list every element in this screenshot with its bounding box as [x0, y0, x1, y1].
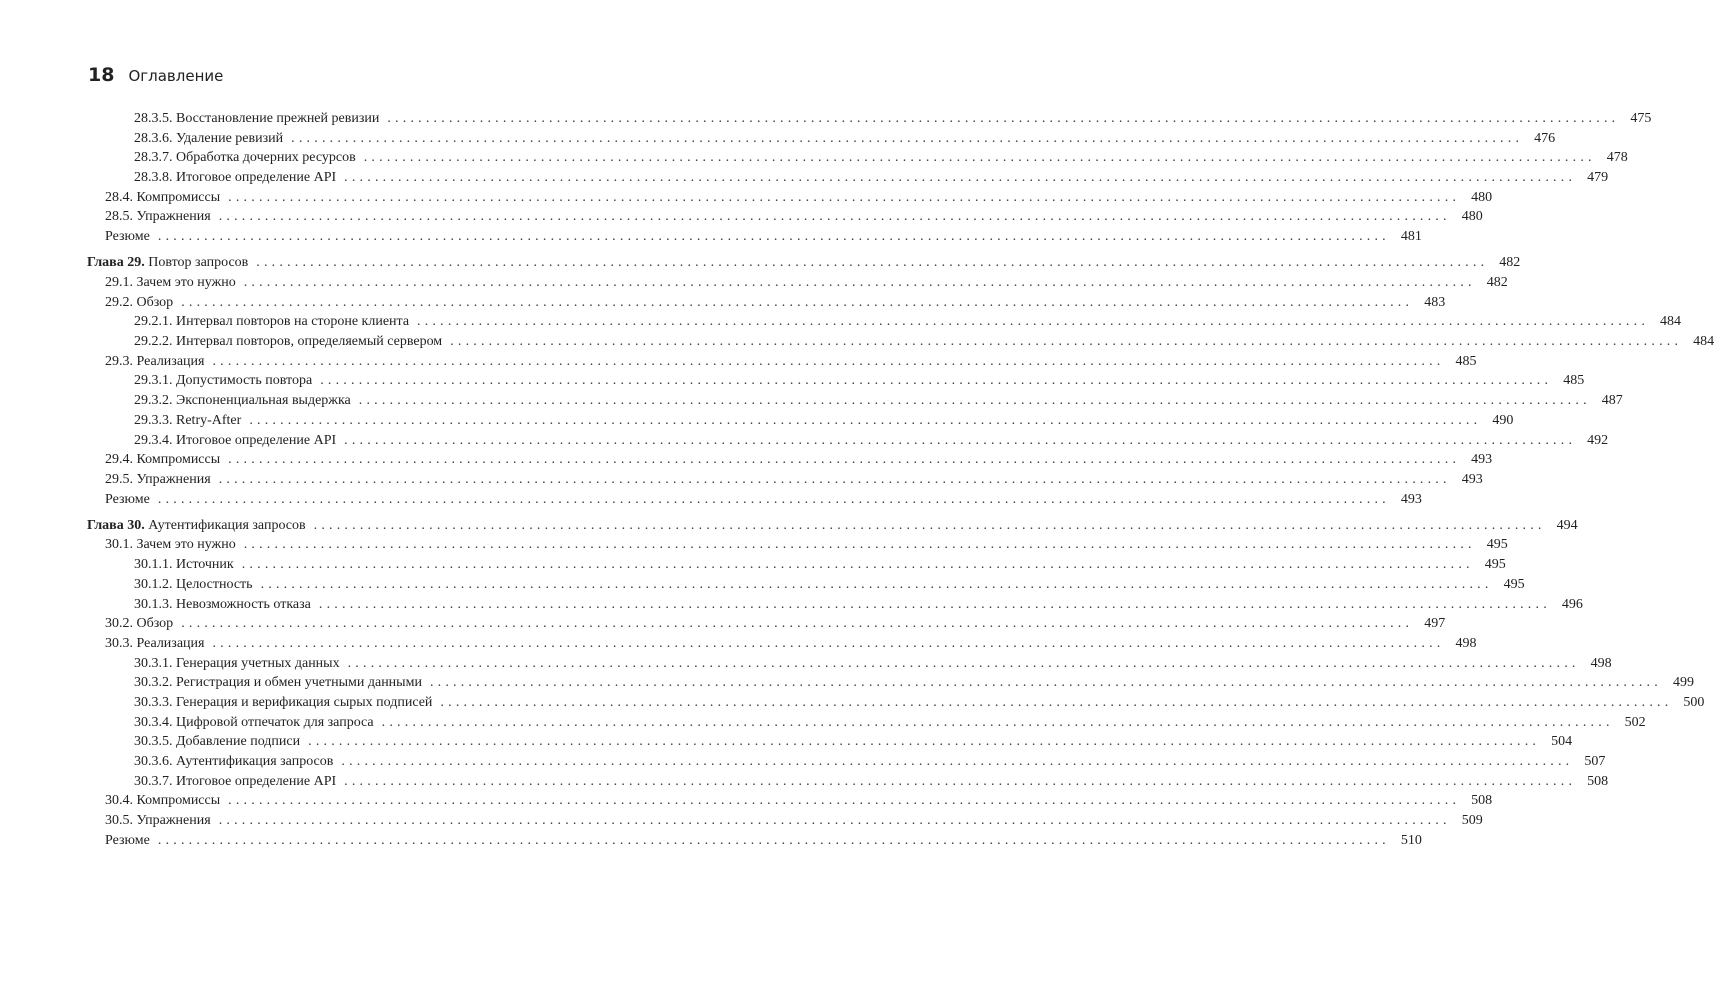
toc-entry[interactable] [87, 732, 1573, 752]
dot-leader: ................................................................................................................................................................ [181, 616, 1414, 632]
toc-entry-number: 29.3.3. [134, 412, 173, 428]
toc-chapter-entry[interactable] [87, 253, 1521, 273]
toc-entry-page: 502 [1624, 714, 1646, 730]
dot-leader: ................................................................................................................................................................ [440, 694, 1673, 710]
toc-entry-text: Невозможность отказа [176, 596, 311, 612]
toc-entry[interactable] [87, 148, 1628, 168]
toc-entry[interactable] [87, 332, 1714, 352]
toc-entry[interactable] [87, 411, 1514, 431]
toc-entry-page: 496 [1561, 596, 1583, 612]
toc-entry-text: Упражнения [136, 471, 211, 487]
toc-entry-text: Retry-After [176, 412, 242, 428]
dot-leader: ................................................................................................................................................................ [243, 537, 1476, 553]
dot-leader: ................................................................................................................................................................ [157, 491, 1390, 507]
dot-leader: ................................................................................................................................................................ [260, 576, 1493, 592]
toc-entry-text: Обработка дочерних ресурсов [176, 150, 356, 166]
toc-entry-number: 30.1.2. [134, 576, 173, 592]
toc-entry-text: Аутентификация запросов [176, 754, 334, 769]
dot-leader: ................................................................................................................................................................ [341, 754, 1574, 769]
toc-entry-page: 487 [1601, 393, 1623, 409]
toc-entry-number: 28.3.8. [134, 170, 173, 186]
toc-entry-title [134, 575, 253, 595]
toc-entry-page: 510 [1400, 832, 1422, 848]
toc-entry-page: 483 [1424, 294, 1446, 310]
toc-entry-text: Компромиссы [136, 189, 221, 205]
toc-entry[interactable] [87, 129, 1556, 149]
toc-entry-text: Компромиссы [136, 793, 221, 809]
dot-leader: ................................................................................................................................................................ [157, 229, 1390, 245]
toc-entry-page: 485 [1563, 373, 1585, 389]
toc-entry[interactable] [87, 188, 1493, 208]
dot-leader: ................................................................................................................................................................ [344, 432, 1577, 448]
dot-leader: ................................................................................................................................................................ [249, 412, 1482, 428]
toc-entry[interactable] [87, 109, 1652, 129]
toc-entry-text: Резюме [105, 229, 150, 245]
toc-entry-title [105, 535, 236, 555]
toc-entry[interactable] [87, 713, 1646, 733]
toc-entry[interactable] [87, 614, 1446, 634]
toc-entry-page: 484 [1660, 314, 1682, 330]
dot-leader: ................................................................................................................................................................ [212, 635, 1445, 651]
toc-entry-page: 507 [1584, 754, 1606, 769]
toc-entry-page: 499 [1672, 675, 1694, 691]
toc-entry-text: Компромиссы [136, 452, 221, 468]
toc-entry-text: Резюме [105, 491, 150, 507]
toc-entry-page: 493 [1400, 491, 1422, 507]
toc-entry-text: Источник [176, 557, 234, 573]
toc-entry-page: 498 [1590, 655, 1612, 671]
dot-leader: ................................................................................................................................................................ [450, 334, 1683, 350]
toc-entry-text: Обзор [136, 294, 174, 310]
toc-entry-text: Восстановление прежней ревизии [176, 111, 380, 126]
toc-entry-number: 28.3.7. [134, 150, 173, 166]
toc-entry-text: Повтор запросов [148, 255, 249, 271]
toc-entry-number: 29.3.4. [134, 432, 173, 448]
toc-entry-text: Удаление ревизий [176, 130, 284, 146]
toc-entry[interactable] [87, 312, 1682, 332]
toc-entry[interactable] [87, 431, 1609, 451]
toc-entry-page: 495 [1486, 537, 1508, 553]
dot-leader: ................................................................................................................................................................ [318, 596, 1551, 612]
dot-leader: ................................................................................................................................................................ [313, 517, 1546, 533]
toc-entry[interactable] [87, 654, 1612, 674]
toc-entry-page: 482 [1499, 255, 1521, 271]
toc-entry-text: Интервал повторов, определяемый сервером [176, 334, 443, 350]
toc-entry-title [105, 791, 220, 811]
toc-entry-title [134, 431, 336, 451]
toc-entry-text: Аутентификация запросов [148, 517, 306, 533]
dot-leader: ................................................................................................................................................................ [363, 150, 1596, 166]
toc-entry[interactable] [87, 693, 1705, 713]
toc-entry-number: 30.1.1. [134, 557, 173, 573]
toc-entry-title [105, 227, 150, 247]
toc-entry-page: 480 [1471, 189, 1493, 205]
dot-leader: ................................................................................................................................................................ [228, 189, 1461, 205]
toc-entry[interactable] [87, 207, 1483, 227]
toc-entry-page: 509 [1461, 813, 1483, 829]
toc-entry[interactable] [87, 293, 1446, 313]
toc-entry-number: 29.3.2. [134, 393, 173, 409]
toc-entry-page: 478 [1606, 150, 1628, 166]
toc-entry-title [87, 253, 248, 273]
toc-entry[interactable] [87, 371, 1585, 391]
dot-leader: ................................................................................................................................................................ [243, 275, 1476, 290]
toc-entry-text: Упражнения [136, 209, 211, 225]
dot-leader: ................................................................................................................................................................ [344, 170, 1577, 186]
toc-entry[interactable] [87, 352, 1477, 372]
toc-entry-number: 28.3.6. [134, 130, 173, 146]
table-of-contents [87, 109, 1714, 850]
toc-entry-number: 30.3.5. [134, 734, 173, 750]
dot-leader: ................................................................................................................................................................ [381, 714, 1614, 730]
toc-entry[interactable] [87, 555, 1506, 575]
toc-entry-page: 482 [1486, 275, 1508, 290]
toc-entry-page: 495 [1503, 576, 1525, 592]
page-number: 18 [88, 64, 115, 86]
toc-entry-title [134, 312, 409, 332]
toc-entry-title [105, 831, 150, 851]
toc-entry-number: 30.3.6. [134, 754, 173, 769]
toc-entry-title [105, 188, 220, 208]
toc-entry-title [134, 673, 422, 693]
toc-entry-text: Регистрация и обмен учетными данными [176, 675, 422, 691]
toc-entry-number: 30.2. [105, 616, 133, 632]
toc-entry[interactable] [87, 470, 1483, 490]
toc-entry-number: 30.3.7. [134, 773, 173, 789]
toc-entry-title [134, 555, 234, 575]
toc-entry-title [105, 450, 220, 470]
toc-entry[interactable] [87, 535, 1508, 555]
toc-entry-title [105, 293, 173, 313]
toc-entry-page: 504 [1551, 734, 1573, 750]
toc-entry-number: 28.5. [105, 209, 133, 225]
toc-entry-text: Цифровой отпечаток для запроса [176, 714, 374, 730]
running-head: Оглавление [128, 67, 224, 85]
toc-entry-text: Допустимость повтора [176, 373, 313, 389]
toc-entry-page: 481 [1400, 229, 1422, 245]
toc-entry-title [134, 148, 356, 168]
toc-entry-page: 490 [1492, 412, 1514, 428]
toc-entry-page: 476 [1534, 130, 1556, 146]
toc-entry[interactable] [87, 450, 1493, 470]
toc-entry-text: Экспоненциальная выдержка [176, 393, 351, 409]
dot-leader: ................................................................................................................................................................ [344, 773, 1577, 789]
toc-entry-number: 29.1. [105, 275, 133, 290]
dot-leader: ................................................................................................................................................................ [228, 452, 1461, 468]
toc-chapter-entry[interactable] [87, 516, 1578, 536]
dot-leader: ................................................................................................................................................................ [241, 557, 1474, 573]
toc-entry-title [105, 207, 211, 227]
toc-entry-page: 508 [1471, 793, 1493, 809]
dot-leader: ................................................................................................................................................................ [347, 655, 1580, 671]
dot-leader: ................................................................................................................................................................ [256, 255, 1489, 271]
toc-entry-number: 30.3.1. [134, 655, 173, 671]
toc-entry-title [105, 614, 173, 634]
toc-entry-page: 492 [1587, 432, 1609, 448]
toc-entry[interactable] [87, 772, 1609, 792]
toc-entry-page: 493 [1461, 471, 1483, 487]
toc-entry[interactable] [87, 273, 1508, 293]
toc-entry-number: Глава 29. [87, 255, 145, 271]
toc-entry-page: 497 [1424, 616, 1446, 632]
toc-entry-page: 494 [1556, 517, 1578, 533]
toc-entry[interactable] [87, 634, 1477, 654]
toc-entry-title [134, 713, 374, 733]
dot-leader: ................................................................................................................................................................ [417, 314, 1650, 330]
dot-leader: ................................................................................................................................................................ [308, 734, 1541, 750]
toc-entry-title [134, 168, 336, 188]
dot-leader: ................................................................................................................................................................ [218, 813, 1451, 829]
toc-entry-number: 30.5. [105, 813, 133, 829]
toc-entry-text: Добавление подписи [176, 734, 301, 750]
dot-leader: ................................................................................................................................................................ [212, 353, 1445, 369]
toc-entry-number: 29.4. [105, 452, 133, 468]
toc-entry-text: Итоговое определение API [176, 773, 337, 789]
toc-entry[interactable] [87, 391, 1623, 411]
toc-entry-text: Реализация [136, 353, 205, 369]
toc-entry-page: 475 [1630, 111, 1652, 126]
dot-leader: ................................................................................................................................................................ [358, 393, 1591, 409]
toc-entry-number: 30.3.2. [134, 675, 173, 691]
toc-entry-title [134, 332, 442, 352]
toc-entry-text: Итоговое определение API [176, 432, 337, 448]
toc-entry-text: Реализация [136, 635, 205, 651]
toc-entry-text: Упражнения [136, 813, 211, 829]
dot-leader: ................................................................................................................................................................ [228, 793, 1461, 809]
toc-entry[interactable] [87, 490, 1422, 510]
toc-entry[interactable] [87, 595, 1583, 615]
toc-entry-title [134, 371, 312, 391]
toc-entry-text: Интервал повторов на стороне клиента [176, 314, 410, 330]
toc-entry-number: 30.3. [105, 635, 133, 651]
dot-leader: ................................................................................................................................................................ [181, 294, 1414, 310]
toc-entry-page: 493 [1471, 452, 1493, 468]
toc-entry-text: Итоговое определение API [176, 170, 337, 186]
toc-entry-number: 29.5. [105, 471, 133, 487]
toc-entry-text: Зачем это нужно [136, 537, 236, 553]
toc-entry-title [134, 595, 311, 615]
toc-entry-number: 30.1.3. [134, 596, 173, 612]
toc-entry-number: 28.4. [105, 189, 133, 205]
toc-entry[interactable] [87, 575, 1525, 595]
toc-entry-number: 29.3.1. [134, 373, 173, 389]
toc-entry-number: 30.3.4. [134, 714, 173, 730]
toc-entry-page: 500 [1683, 694, 1705, 710]
toc-entry-title [134, 411, 241, 431]
dot-leader: ................................................................................................................................................................ [157, 832, 1390, 848]
dot-leader: ................................................................................................................................................................ [218, 471, 1451, 487]
dot-leader: ................................................................................................................................................................ [218, 209, 1451, 225]
toc-entry-text: Зачем это нужно [136, 275, 236, 290]
toc-entry-page: 485 [1455, 353, 1477, 369]
toc-entry-title [134, 732, 300, 752]
toc-entry-text: Резюме [105, 832, 150, 848]
toc-entry-number: 30.4. [105, 793, 133, 809]
toc-entry-title [87, 516, 306, 536]
toc-entry-title [134, 772, 336, 792]
toc-entry-title [134, 693, 432, 713]
toc-entry-title [134, 654, 340, 674]
toc-entry-page: 495 [1484, 557, 1506, 573]
toc-entry-text: Обзор [136, 616, 174, 632]
toc-entry-number: 29.2.1. [134, 314, 173, 330]
toc-entry[interactable] [87, 831, 1422, 851]
toc-entry[interactable] [87, 752, 1606, 772]
toc-entry-number: 29.2. [105, 294, 133, 310]
toc-entry-title [134, 129, 283, 149]
dot-leader: ................................................................................................................................................................ [320, 373, 1553, 389]
toc-entry-title [105, 811, 211, 831]
toc-entry[interactable] [87, 811, 1483, 831]
toc-entry-number: 29.3. [105, 353, 133, 369]
toc-entry-title [134, 391, 351, 411]
toc-entry-title [105, 490, 150, 510]
dot-leader: ................................................................................................................................................................ [387, 111, 1620, 126]
toc-entry-page: 498 [1455, 635, 1477, 651]
toc-entry-page: 508 [1587, 773, 1609, 789]
toc-entry[interactable] [87, 227, 1422, 247]
toc-entry-title [105, 352, 204, 372]
toc-entry-title [105, 634, 204, 654]
dot-leader: ................................................................................................................................................................ [291, 130, 1524, 146]
toc-entry-title [105, 470, 211, 490]
toc-entry[interactable] [87, 673, 1694, 693]
toc-entry-text: Генерация и верификация сырых подписей [176, 694, 433, 710]
toc-entry-page: 480 [1461, 209, 1483, 225]
toc-entry-title [134, 109, 379, 129]
toc-entry-page: 484 [1693, 334, 1714, 350]
toc-entry-number: 29.2.2. [134, 334, 173, 350]
toc-entry[interactable] [87, 791, 1493, 811]
page-header [88, 64, 223, 86]
toc-entry-number: 28.3.5. [134, 111, 173, 126]
toc-entry-title [134, 752, 333, 772]
toc-entry-text: Целостность [176, 576, 253, 592]
toc-entry-title [105, 273, 236, 293]
toc-entry-text: Генерация учетных данных [176, 655, 340, 671]
toc-entry[interactable] [87, 168, 1609, 188]
toc-entry-number: 30.3.3. [134, 694, 173, 710]
toc-entry-number: Глава 30. [87, 517, 145, 533]
toc-entry-number: 30.1. [105, 537, 133, 553]
toc-entry-page: 479 [1587, 170, 1609, 186]
dot-leader: ................................................................................................................................................................ [429, 675, 1662, 691]
